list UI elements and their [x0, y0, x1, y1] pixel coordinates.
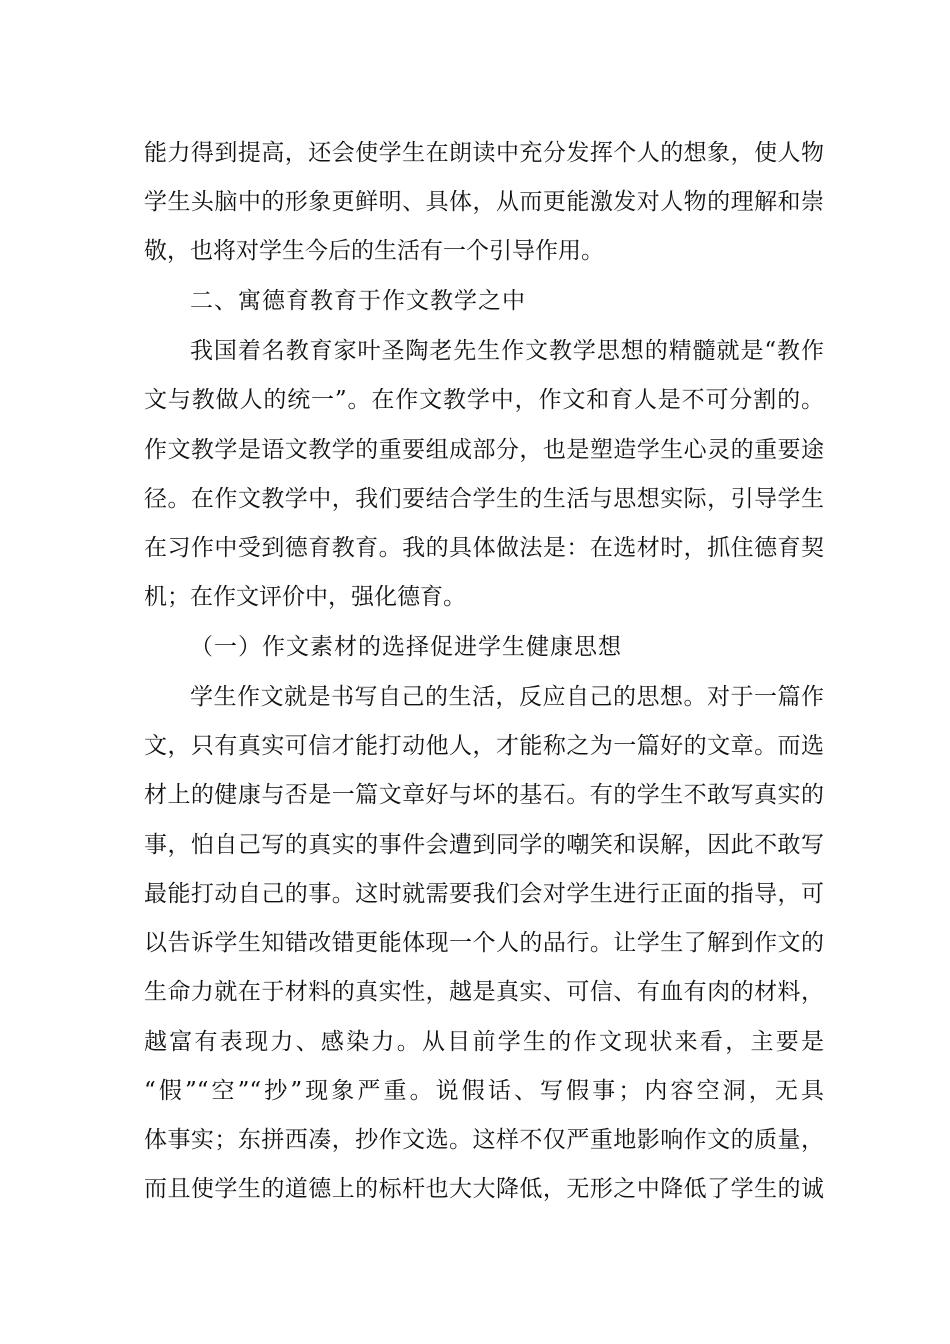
text-line: 材上的健康与否是一篇文章好与坏的基石。有的学生不敢写真实的 [144, 782, 824, 808]
text-line: 学生头脑中的形象更鲜明、具体，从而更能激发对人物的理解和崇 [144, 189, 824, 215]
text-line: 机；在作文评价中，强化德育。 [144, 584, 466, 610]
text-line: 作文教学是语文教学的重要组成部分，也是塑造学生心灵的重要途 [144, 437, 824, 463]
text-line: 越富有表现力、感染力。从目前学生的作文现状来看，主要是 [144, 1029, 824, 1055]
subsection-heading: （一）作文素材的选择促进学生健康思想 [190, 634, 622, 660]
text-line: 敬，也将对学生今后的生活有一个引导作用。 [144, 238, 604, 264]
text-line: 我国着名教育家叶圣陶老先生作文教学思想的精髓就是“教作 [190, 338, 824, 364]
text-line: 文，只有真实可信才能打动他人，才能称之为一篇好的文章。而选 [144, 733, 824, 759]
text-line: 事，怕自己写的真实的事件会遭到同学的嘲笑和误解，因此不敢写 [144, 832, 824, 858]
text-line: 而且使学生的道德上的标杆也大大降低，无形之中降低了学生的诚 [144, 1176, 824, 1202]
text-line: “假”“空”“抄”现象严重。说假话、写假事；内容空洞，无具 [144, 1078, 824, 1104]
text-line: 体事实；东拼西凑，抄作文选。这样不仅严重地影响作文的质量， [144, 1127, 824, 1153]
text-line: 生命力就在于材料的真实性，越是真实、可信、有血有肉的材料， [144, 979, 824, 1005]
text-line: 学生作文就是书写自己的生活，反应自己的思想。对于一篇作 [190, 684, 824, 710]
section-heading: 二、寓德育教育于作文教学之中 [190, 288, 526, 314]
text-line: 能力得到提高，还会使学生在朗读中充分发挥个人的想象，使人物 [144, 140, 824, 166]
text-line: 径。在作文教学中，我们要结合学生的生活与思想实际，引导学生 [144, 486, 824, 512]
text-line: 在习作中受到德育教育。我的具体做法是：在选材时，抓住德育契 [144, 535, 824, 561]
text-line: 以告诉学生知错改错更能体现一个人的品行。让学生了解到作文的 [144, 930, 824, 956]
text-line: 文与教做人的统一”。在作文教学中，作文和育人是不可分割的。 [144, 387, 824, 413]
text-line: 最能打动自己的事。这时就需要我们会对学生进行正面的指导，可 [144, 881, 824, 907]
